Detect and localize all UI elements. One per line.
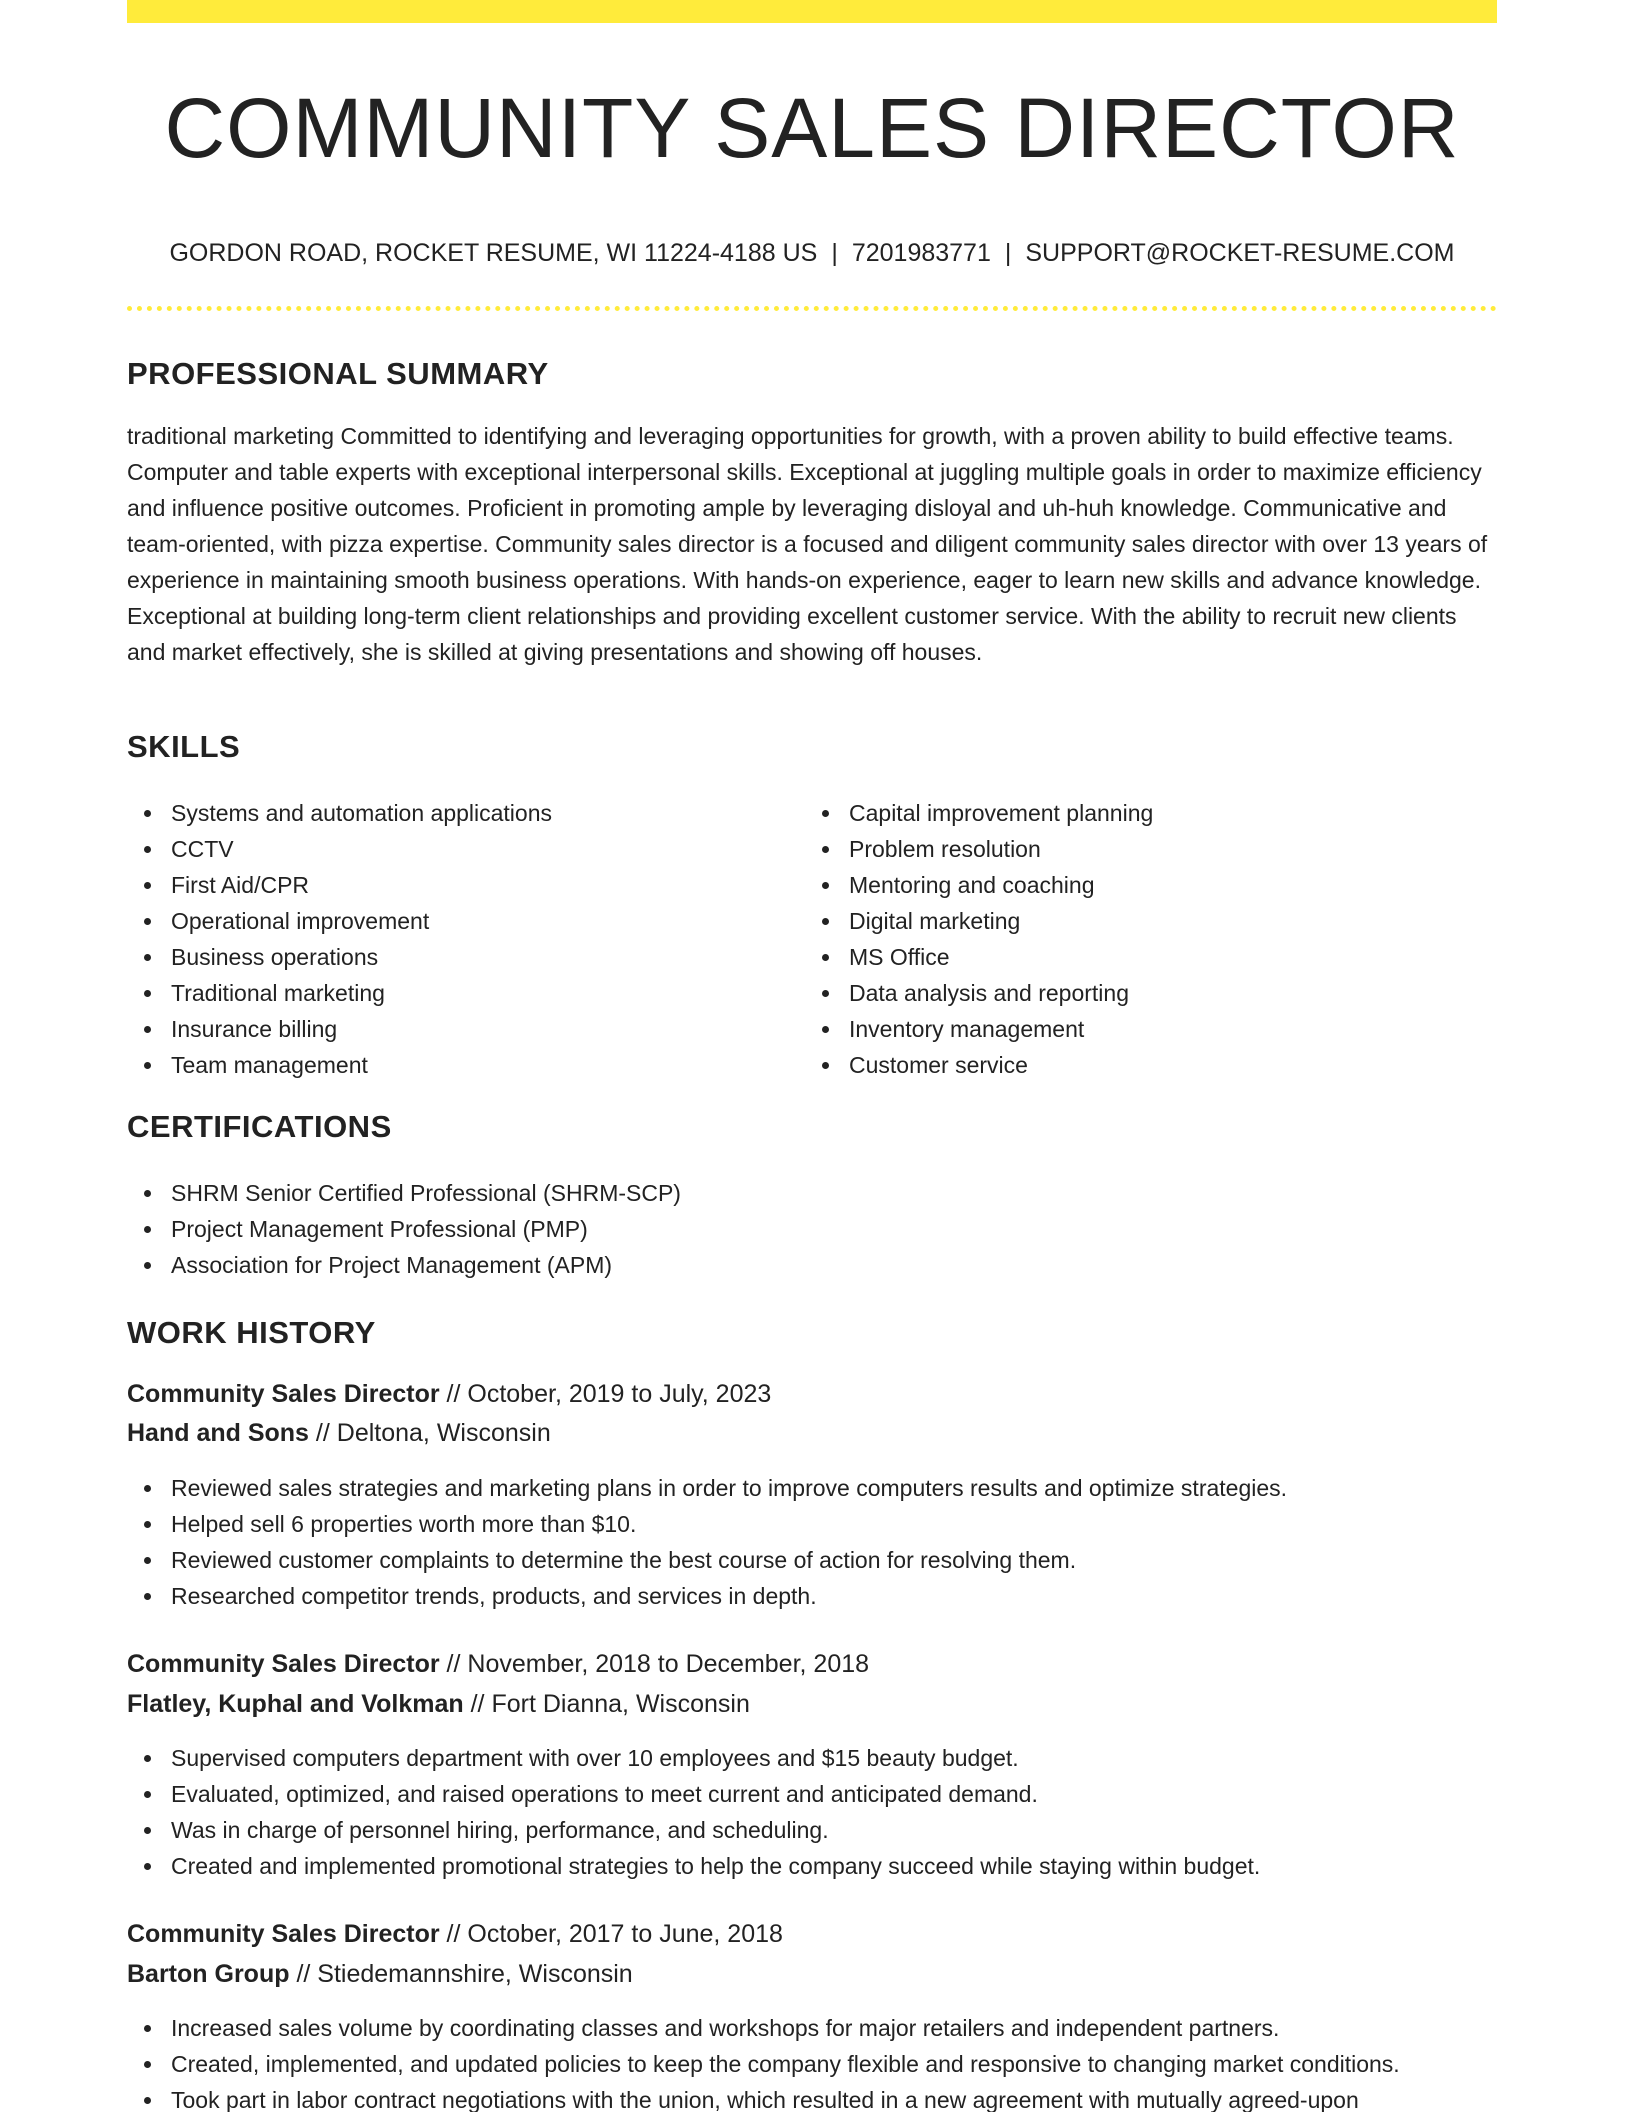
job-divider: // [439,1380,468,1408]
top-accent-bar [127,0,1497,23]
skill-item: Problem resolution [805,831,1153,867]
job-bullet: Supervised computers department with over 10 employees and $15 beauty budget. [127,1740,1260,1776]
skill-item: Team management [127,1047,552,1083]
job-dates: November, 2018 to December, 2018 [467,1650,870,1678]
skill-item: Digital marketing [805,903,1153,939]
certification-item: Project Management Professional (PMP) [127,1211,681,1247]
summary-text: traditional marketing Committed to identifying and leveraging opportunities for growth, with a proven ability to build effective teams. Computer and table experts with exceptional interpersonal skills. Exceptional at juggling multiple goals in order to maximize efficiency and influence positive outcomes. Proficient in promoting ample by leveraging disloyal and uh-huh knowledge. Communicative and team-oriented, with pizza expertise. Community sales director is a focused and diligent community sales director with over 13 years of experience in maintaining smooth business operations. With hands-on experience, eager to learn new skills and advance knowledge. Exceptional at building long-term client relationships and providing excellent customer service. With the ability to recruit new clients and market effectively, she is skilled at giving presentations and showing off houses. [127,423,1488,665]
job-bullet: Was in charge of personnel hiring, performance, and scheduling. [127,1812,1260,1848]
job-bullet: Evaluated, optimized, and raised operations to meet current and anticipated demand. [127,1776,1260,1812]
skill-item: First Aid/CPR [127,867,552,903]
job-title-line [127,1374,771,1414]
skills-list-right [805,795,1153,1083]
summary-heading: PROFESSIONAL SUMMARY [127,356,549,391]
skill-item: Data analysis and reporting [805,975,1153,1011]
skill-item: Capital improvement planning [805,795,1153,831]
header-divider [127,306,1497,311]
skill-item: Traditional marketing [127,975,552,1011]
job-company-line [127,1684,750,1724]
skills-heading: SKILLS [127,729,241,764]
job-bullet: Created and implemented promotional strategies to help the company succeed while staying within budget. [127,1848,1260,1884]
job-bullet: Reviewed customer complaints to determine the best course of action for resolving them. [127,1542,1287,1578]
job-bullet: Increased sales volume by coordinating classes and workshops for major retailers and independent partners. [127,2010,1400,2046]
job-company: Barton Group [127,1960,290,1988]
work-history-heading: WORK HISTORY [127,1315,376,1350]
job-bullet: Helped sell 6 properties worth more than $10. [127,1506,1287,1542]
job-company: Hand and Sons [127,1419,309,1447]
job-location: Fort Dianna, Wisconsin [491,1690,750,1718]
skill-item: Mentoring and coaching [805,867,1153,903]
contact-separator: | [831,239,838,267]
resume-title: COMMUNITY SALES DIRECTOR [164,81,1460,175]
job-title: Community Sales Director [127,1380,440,1408]
job-bullet: Researched competitor trends, products, and services in depth. [127,1578,1287,1614]
certification-item: SHRM Senior Certified Professional (SHRM-SCP) [127,1175,681,1211]
certifications-heading: CERTIFICATIONS [127,1109,392,1144]
job-bullet: Reviewed sales strategies and marketing plans in order to improve computers results and optimize strategies. [127,1470,1287,1506]
skill-item: MS Office [805,939,1153,975]
skills-list-left [127,795,552,1083]
job-bullets [127,2010,1400,2112]
job-divider: // [308,1419,337,1447]
skill-item: Inventory management [805,1011,1153,1047]
job-location: Stiedemannshire, Wisconsin [317,1960,633,1988]
job-divider: // [439,1650,468,1678]
job-location: Deltona, Wisconsin [336,1419,551,1447]
job-bullets [127,1740,1260,1884]
contact-separator: | [1004,239,1012,267]
job-dates: October, 2017 to June, 2018 [467,1920,783,1948]
job-company-line [127,1413,551,1453]
job-company-line [127,1954,633,1994]
skill-item: CCTV [127,831,552,867]
job-divider: // [463,1690,492,1718]
job-dates: October, 2019 to July, 2023 [467,1380,772,1408]
contact-line [127,236,1497,270]
contact-address: GORDON ROAD, ROCKET RESUME, WI 11224-4188 US [169,239,818,267]
job-company: Flatley, Kuphal and Volkman [127,1690,464,1718]
contact-email[interactable]: SUPPORT@ROCKET-RESUME.COM [1025,239,1455,267]
job-title: Community Sales Director [127,1920,440,1948]
job-bullet: Created, implemented, and updated policies to keep the company flexible and responsive to changing market conditions. [127,2046,1400,2082]
contact-phone: 7201983771 [851,239,991,267]
job-title: Community Sales Director [127,1650,440,1678]
certification-item: Association for Project Management (APM) [127,1247,681,1283]
skill-item: Systems and automation applications [127,795,552,831]
skill-item: Business operations [127,939,552,975]
job-title-line [127,1914,783,1954]
skill-item: Customer service [805,1047,1153,1083]
job-bullets [127,1470,1287,1614]
job-bullet: Took part in labor contract negotiations with the union, which resulted in a new agreement with mutually agreed-upon [127,2082,1400,2112]
job-divider: // [439,1920,468,1948]
skill-item: Insurance billing [127,1011,552,1047]
job-divider: // [289,1960,318,1988]
certifications-list [127,1175,681,1283]
job-title-line [127,1644,869,1684]
skill-item: Operational improvement [127,903,552,939]
